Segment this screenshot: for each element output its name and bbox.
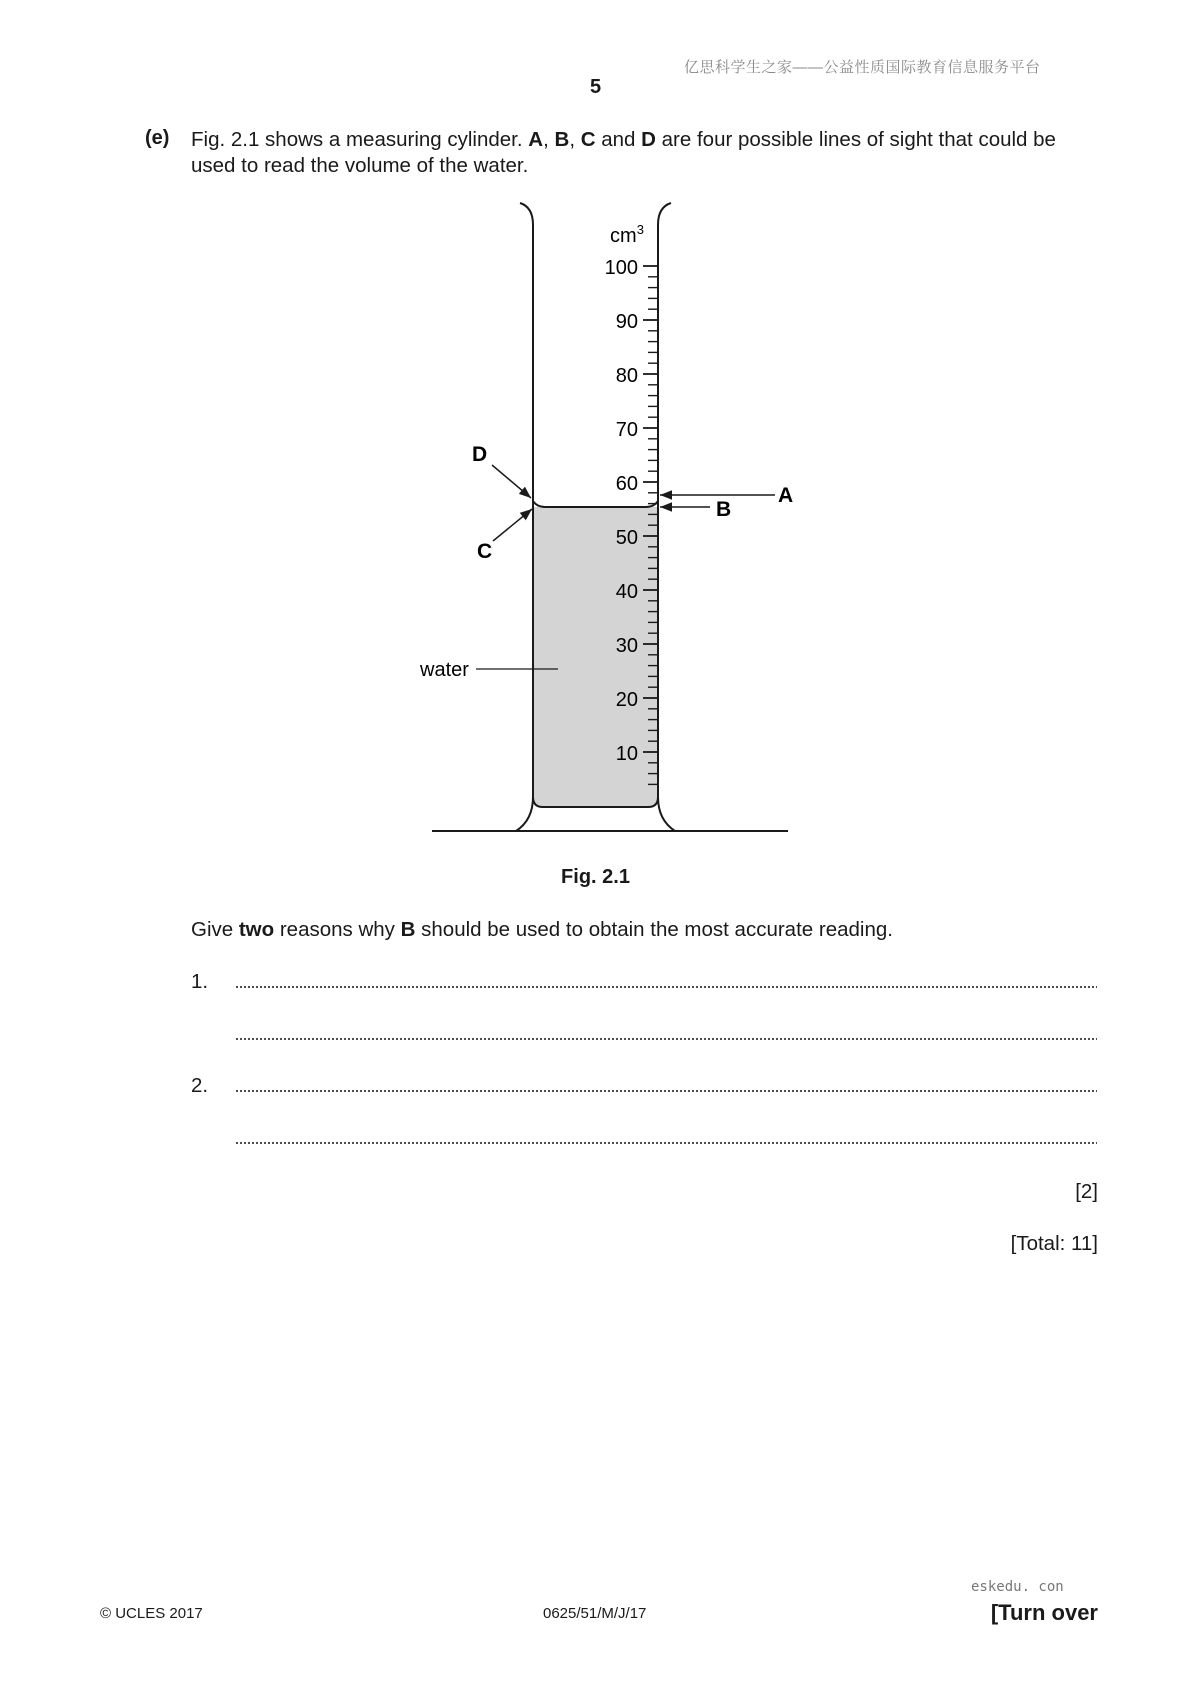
scale-label-10: 10: [615, 743, 638, 765]
page-number: 5: [589, 76, 602, 98]
line-b-ref: B: [554, 128, 570, 151]
sight-label-a: A: [778, 484, 794, 507]
prompt-bold-b: B: [400, 918, 416, 941]
line-c-ref: C: [580, 128, 596, 151]
meniscus: [533, 501, 658, 507]
footer-site-watermark: eskedu. con: [971, 1579, 1064, 1595]
question-text-1: Fig. 2.1 shows a measuring cylinder.: [191, 128, 529, 151]
scale-label-60: 60: [615, 473, 638, 495]
scale-label-50: 50: [615, 527, 638, 549]
scale-label-100: 100: [604, 257, 638, 279]
scale-label-40: 40: [615, 581, 638, 603]
scale-label-20: 20: [615, 689, 638, 711]
separator: ,: [543, 128, 555, 151]
sight-label-b: B: [716, 498, 732, 521]
answer-number-2: 2.: [191, 1074, 209, 1097]
unit-label: $cm^3$: [610, 222, 644, 247]
scale-label-70: 70: [615, 419, 638, 441]
total-marks-label: [Total: 11]: [1010, 1232, 1098, 1255]
answer-number-1: 1.: [191, 970, 209, 993]
answer-prompt: [191, 918, 893, 942]
answer-line-1a[interactable]: [235, 986, 1097, 988]
footer-paper-code: 0625/51/M/J/17: [543, 1605, 647, 1622]
prompt-text-2: reasons why: [274, 918, 401, 941]
answer-line-2b[interactable]: [235, 1142, 1097, 1144]
figure-caption: Fig. 2.1: [561, 866, 630, 888]
sight-label-d: D: [472, 443, 488, 466]
water-fill: [533, 507, 658, 807]
scale-label-80: 80: [615, 365, 638, 387]
footer-copyright: © UCLES 2017: [100, 1605, 203, 1622]
answer-line-2a[interactable]: [235, 1090, 1097, 1092]
water-label: water: [420, 659, 469, 681]
line-d-ref: D: [641, 128, 656, 151]
measuring-cylinder-figure: [380, 195, 810, 835]
sight-line-c: [493, 509, 532, 541]
watermark: 亿思科学生之家——公益性质国际教育信息服务平台: [684, 59, 1041, 76]
question-text-3: are four possible lines of sight that could be used to read the volume of the water.: [191, 128, 1056, 177]
answer-line-1b[interactable]: [235, 1038, 1097, 1040]
question-text: [191, 127, 1103, 179]
turn-over-label: [Turn over: [990, 1600, 1098, 1625]
question-part-label: (e): [145, 127, 170, 149]
sight-label-c: C: [477, 540, 493, 563]
scale-label-90: 90: [615, 311, 638, 333]
scale-label-30: 30: [615, 635, 638, 657]
prompt-text-1: Give: [191, 918, 239, 941]
separator: ,: [569, 128, 581, 151]
line-a-ref: A: [528, 128, 544, 151]
prompt-text-3: should be used to obtain the most accurate reading.: [415, 918, 893, 941]
sight-line-d: [492, 465, 531, 498]
question-text-2: and: [595, 128, 642, 151]
prompt-bold-two: two: [238, 918, 275, 941]
marks-label: [2]: [1075, 1180, 1098, 1203]
